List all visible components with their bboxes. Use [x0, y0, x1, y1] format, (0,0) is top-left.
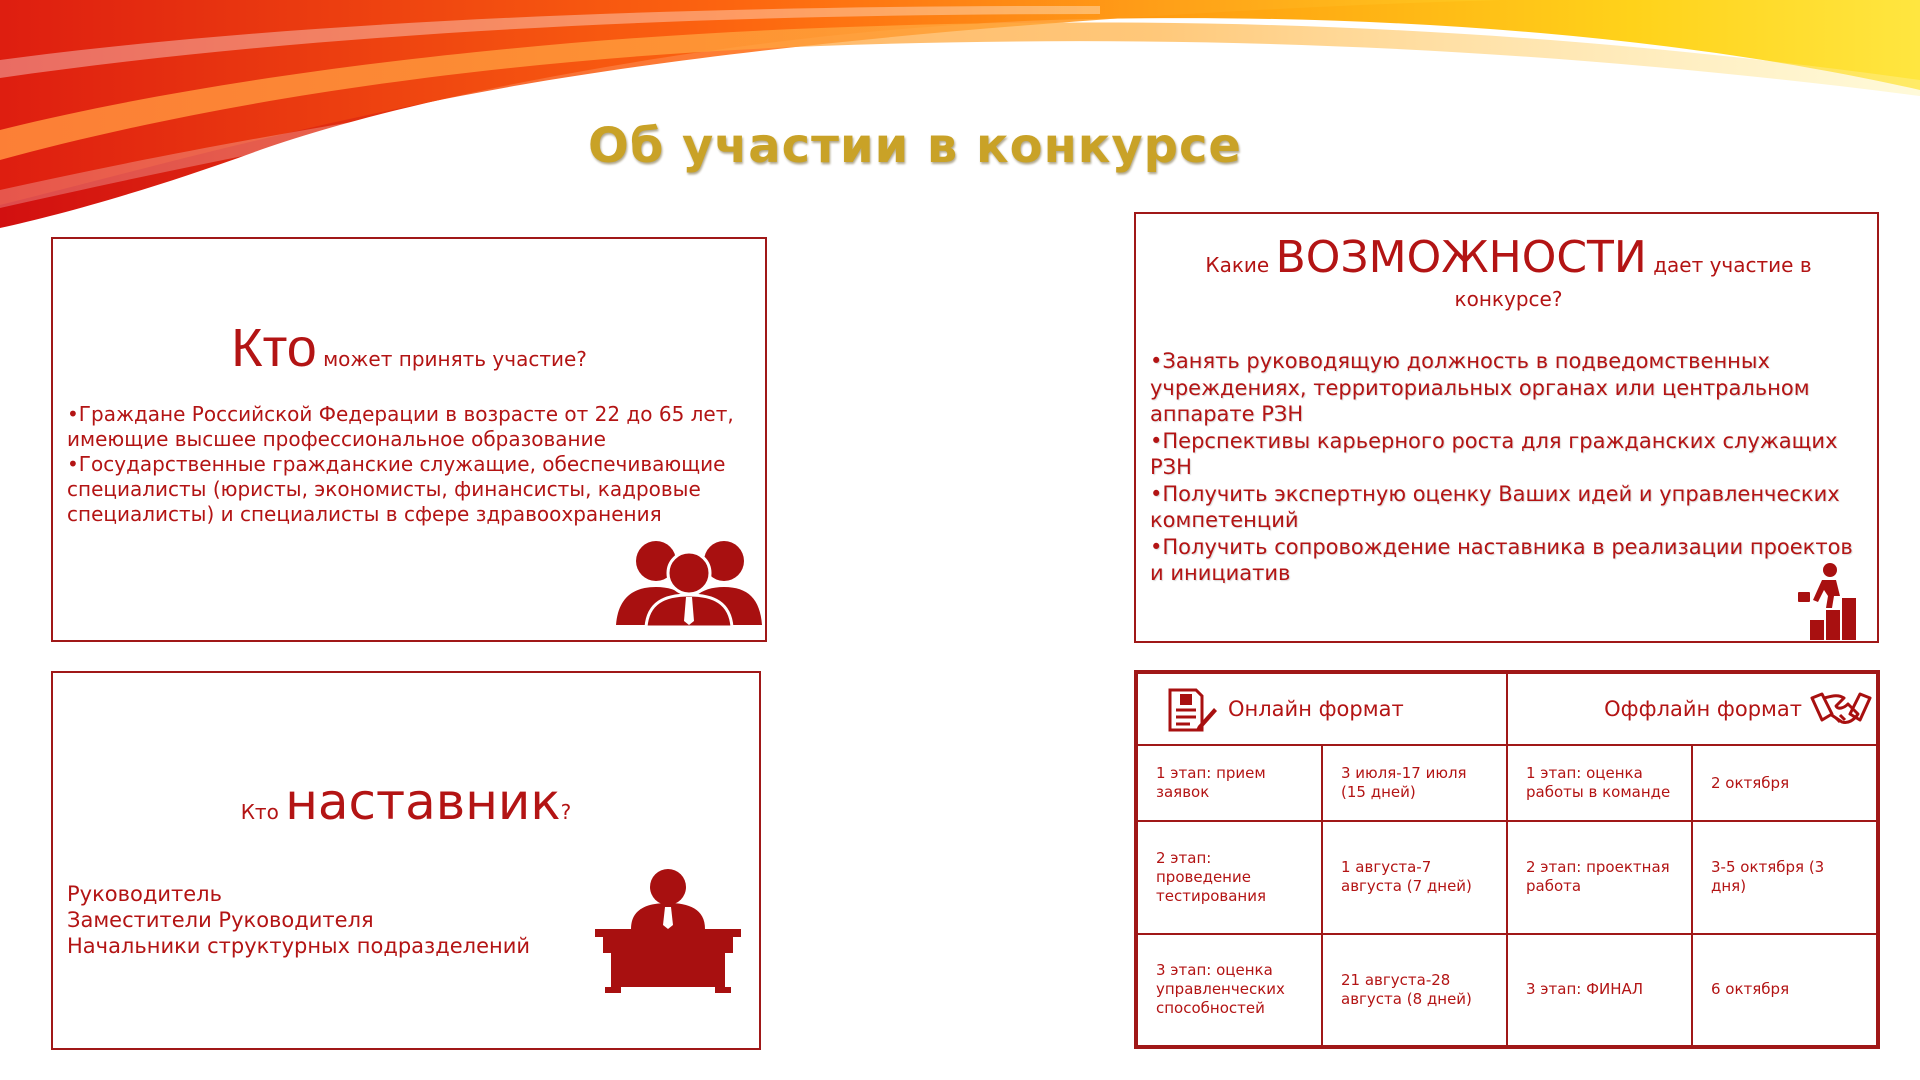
table-row — [1137, 821, 1877, 933]
mentor-heading-small: Кто — [240, 800, 286, 824]
online-stage-cell: 1 этап: прием заявок — [1137, 745, 1322, 821]
who-can-participate-card — [51, 237, 767, 642]
opps-heading-small-before: Какие — [1205, 253, 1276, 277]
mentor-heading-big: наставник — [285, 773, 561, 831]
list-item: •Граждане Российской Федерации в возрасте от 22 до 65 лет, имеющие высшее профессиональное образование — [67, 402, 734, 451]
manager-at-desk-icon — [595, 865, 741, 993]
who-eligibility-list — [67, 402, 757, 527]
offline-dates-cell: 2 октября — [1692, 745, 1877, 821]
mentor-card-heading — [53, 773, 759, 831]
mentor-heading-suffix: ? — [560, 800, 572, 824]
table-row — [1137, 745, 1877, 821]
opportunities-list — [1150, 348, 1865, 587]
list-item: Руководитель — [67, 882, 222, 906]
list-item: •Получить сопровождение наставника в реализации проектов и инициатив — [1150, 534, 1853, 585]
mentor-roles-list — [67, 881, 627, 959]
opps-heading-small-after: дает участие в конкурсе? — [1454, 253, 1812, 311]
people-group-icon — [616, 537, 762, 627]
table-row — [1137, 934, 1877, 1046]
list-item: Заместители Руководителя — [67, 908, 374, 932]
list-item: •Получить экспертную оценку Ваших идей и управленческих компетенций — [1150, 481, 1840, 532]
document-pen-icon — [1162, 686, 1218, 734]
list-item: •Занять руководящую должность в подведомственных учреждениях, территориальных органах или центральном аппарате РЗН — [1150, 349, 1810, 426]
online-format-header — [1137, 673, 1507, 745]
list-item: •Государственные гражданские служащие, обеспечивающие специалисты (юристы, экономисты, финансисты, кадровые специалисты) и специалисты в сфере здравоохранения — [67, 452, 726, 526]
online-dates-cell: 21 августа-28 августа (8 дней) — [1322, 934, 1507, 1046]
opps-card-heading — [1156, 232, 1861, 317]
online-header-label: Онлайн формат — [1228, 696, 1404, 721]
who-heading-big: Кто — [231, 318, 317, 378]
offline-stage-cell: 2 этап: проектная работа — [1507, 821, 1692, 933]
offline-stage-cell: 3 этап: ФИНАЛ — [1507, 934, 1692, 1046]
who-card-heading — [53, 317, 765, 379]
opportunities-card — [1134, 212, 1879, 643]
online-dates-cell: 1 августа-7 августа (7 дней) — [1322, 821, 1507, 933]
offline-header-label: Оффлайн формат — [1604, 696, 1802, 721]
career-steps-icon — [1796, 562, 1864, 640]
offline-format-header — [1507, 673, 1877, 745]
online-stage-cell: 3 этап: оценка управленческих способностей — [1137, 934, 1322, 1046]
slide-title: Об участии в конкурсе — [588, 118, 1242, 174]
opps-heading-big: ВОЗМОЖНОСТИ — [1275, 232, 1647, 283]
list-item: Начальники структурных подразделений — [67, 934, 531, 958]
schedule-header-row — [1137, 673, 1877, 745]
mentor-card — [51, 671, 761, 1050]
offline-stage-cell: 1 этап: оценка работы в команде — [1507, 745, 1692, 821]
online-dates-cell: 3 июля-17 июля (15 дней) — [1322, 745, 1507, 821]
online-stage-cell: 2 этап: проведение тестирования — [1137, 821, 1322, 933]
offline-dates-cell: 3-5 октября (3 дня) — [1692, 821, 1877, 933]
offline-dates-cell: 6 октября — [1692, 934, 1877, 1046]
who-heading-small: может принять участие? — [316, 347, 587, 371]
schedule-table — [1134, 670, 1880, 1049]
handshake-icon — [1810, 688, 1872, 730]
list-item: •Перспективы карьерного роста для гражданских служащих РЗН — [1150, 428, 1838, 479]
